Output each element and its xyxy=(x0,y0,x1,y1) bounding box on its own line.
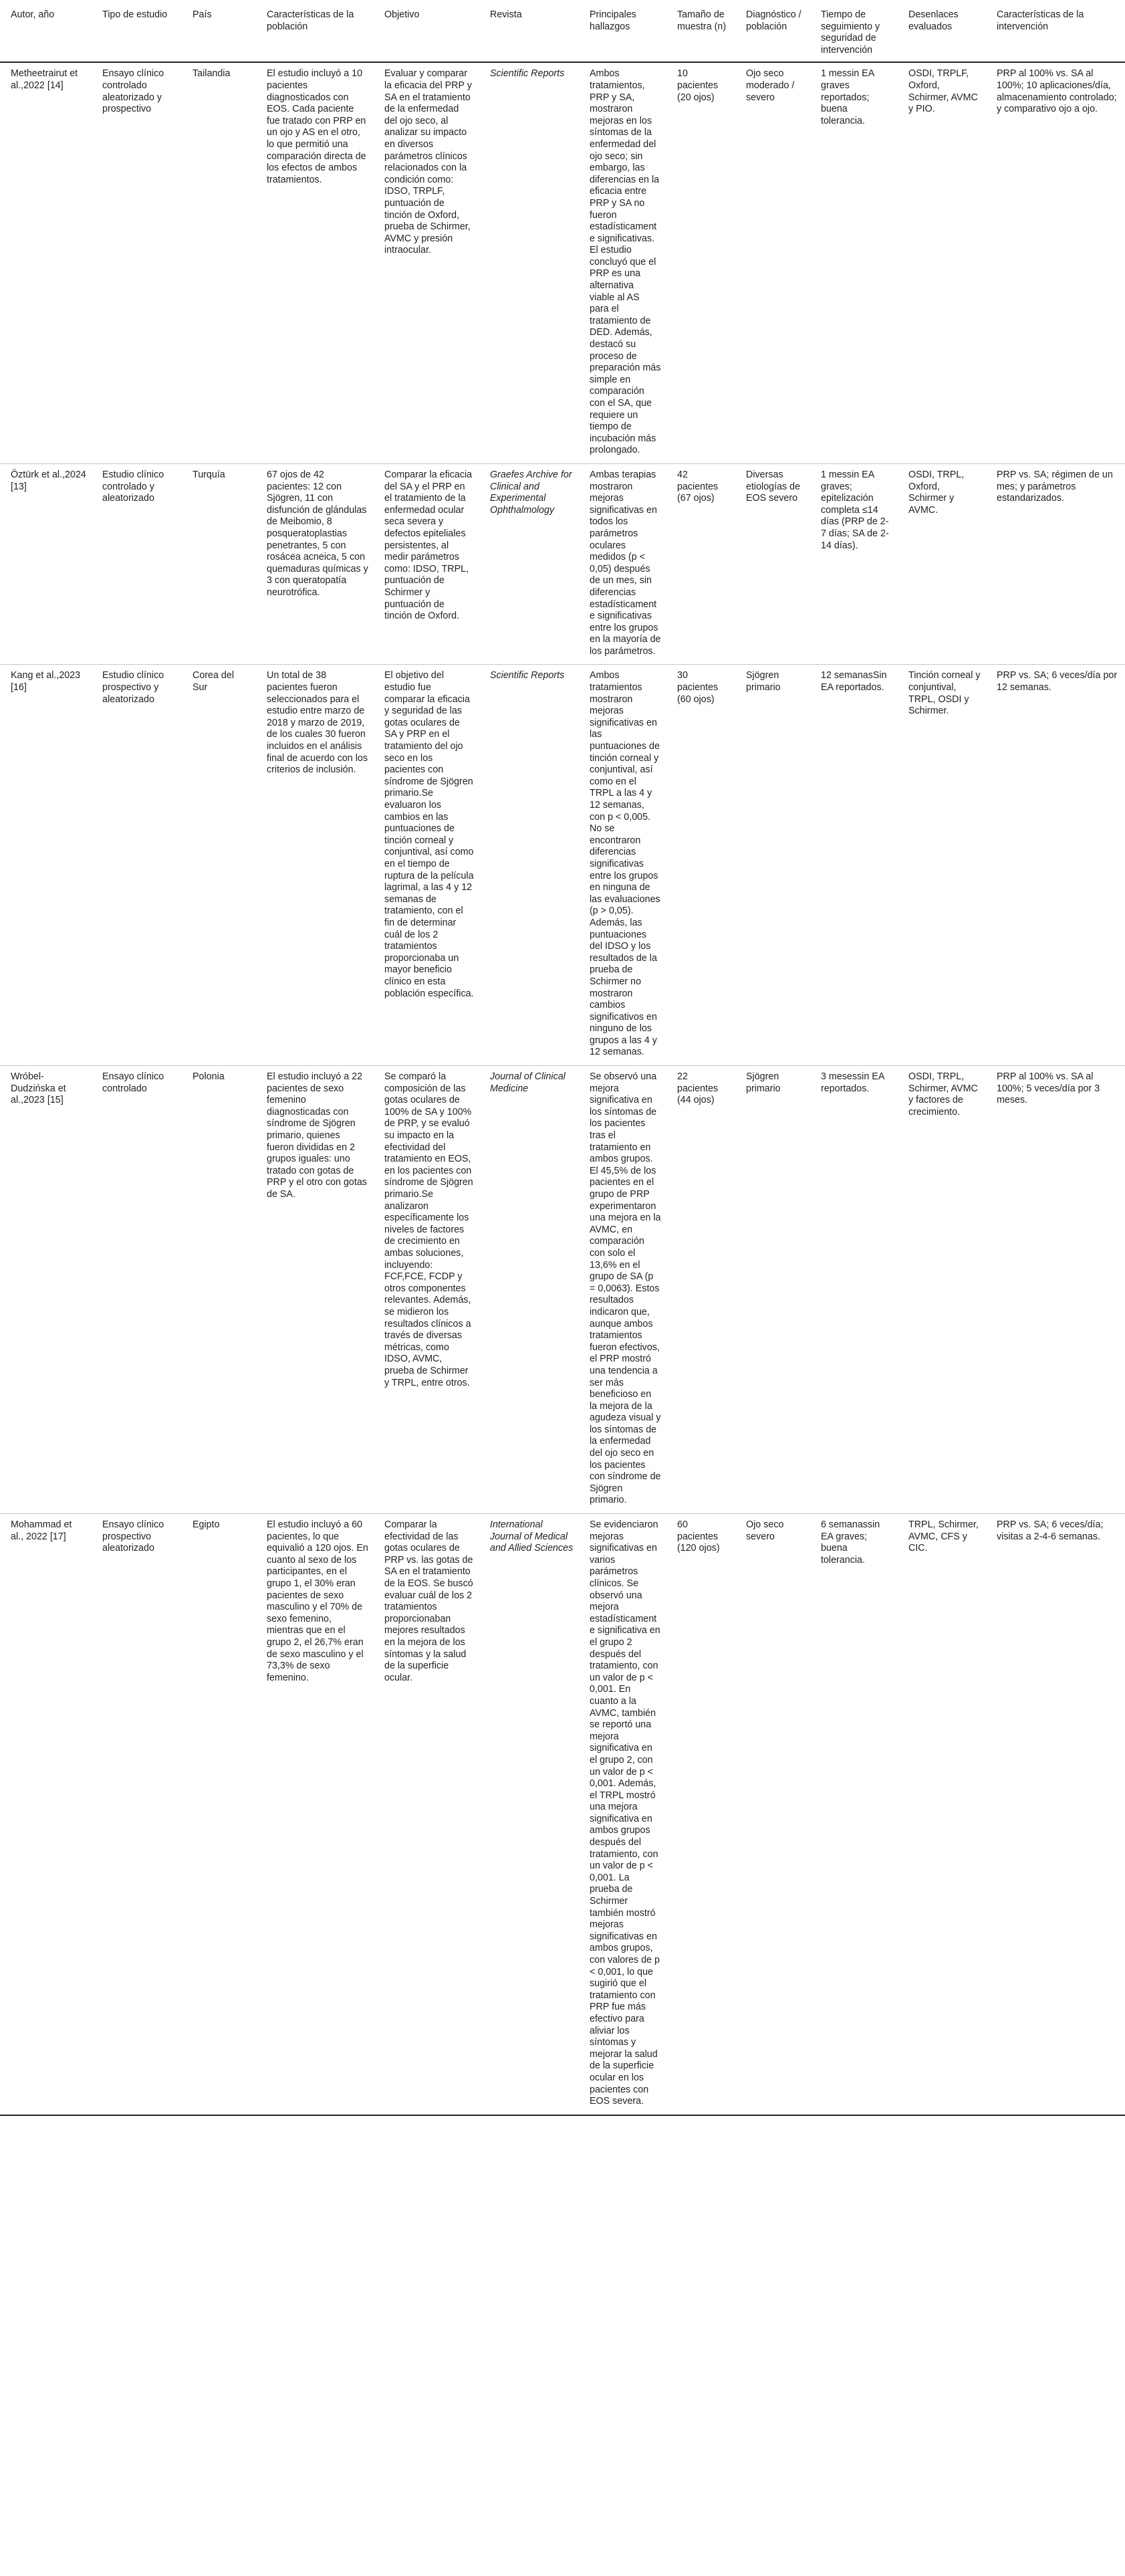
cell-journal: Graefes Archive for Clinical and Experimental Ophthalmology xyxy=(490,469,572,516)
header-intervention: Características de la intervención xyxy=(997,9,1084,32)
cell-author: Öztürk et al.,2024 [13] xyxy=(11,469,86,492)
cell-diagnosis: Diversas etiologías de EOS severo xyxy=(746,469,801,504)
header-followup: Tiempo de seguimiento y seguridad de intervención xyxy=(821,9,880,56)
cell-intervention: PRP vs. SA; 6 veces/día por 12 semanas. xyxy=(997,670,1118,693)
cell-objective: Comparar la efectividad de las gotas oculares de PRP vs. las gotas de SA en el tratamiento de la EOS. Se buscó evaluar cuál de los 2 tratamientos proporcionaban mejores resultados en la mejora de los síntomas y la salud de la superficie ocular. xyxy=(384,1519,473,1683)
cell-outcomes: OSDI, TRPL, Oxford, Schirmer y AVMC. xyxy=(908,469,965,516)
cell-country: Egipto xyxy=(193,1519,220,1531)
cell-country: Tailandia xyxy=(193,68,231,80)
cell-population: El estudio incluyó a 60 pacientes, lo que equivalió a 120 ojos. En cuanto al sexo de los participantes, en el grupo 1, el 30% eran pacientes de sexo masculino y el 70% de sexo femenino, mientras que en el grupo 2, el 26,7% eran de sexo masculino y el 73,3% de sexo femenino. xyxy=(267,1519,368,1683)
cell-sample-size: 42 pacientes (67 ojos) xyxy=(677,469,719,504)
table-row xyxy=(0,665,1125,1066)
cell-intervention: PRP al 100% vs. SA al 100%; 5 veces/día por 3 meses. xyxy=(997,1071,1100,1106)
cell-outcomes: TRPL, Schirmer, AVMC, CFS y CIC. xyxy=(908,1519,979,1554)
cell-study-type: Ensayo clínico controlado xyxy=(102,1071,164,1094)
cell-findings: Ambas terapias mostraron mejoras significativas en todos los parámetros oculares medidos (p < 0,05) después de un mes, sin diferencias estadísticamente significativas entre los grupos en la mayoría de los parámetros. xyxy=(590,469,661,657)
header-diagnosis: Diagnóstico / población xyxy=(746,9,801,32)
header-outcomes: Desenlaces evaluados xyxy=(908,9,959,32)
cell-objective: Se comparó la composición de las gotas oculares de 100% de SA y 100% de PRP, y se evaluó su impacto en la efectividad del tratamiento en EOS, en los pacientes con síndrome de Sjögren primario.Se analizaron específicamente los niveles de factores de crecimiento en ambas soluciones, incluyendo: FCF,FCE, FCDP y otros componentes relevantes. Además, se midieron los resultados clínicos a través de diversas métricas, como IDSO, AVMC, prueba de Schirmer y TRPL, entre otros. xyxy=(384,1071,473,1388)
cell-author: Wróbel-Dudzińska et al.,2023 [15] xyxy=(11,1071,66,1106)
header-population: Características de la población xyxy=(267,9,354,32)
cell-study-type: Estudio clínico controlado y aleatorizado xyxy=(102,469,164,504)
cell-population: 67 ojos de 42 pacientes: 12 con Sjögren, 11 con disfunción de glándulas de Meibomio, 8 posqueratoplastias penetrantes, 5 con rosácea acneica, 5 con quemaduras químicas y 3 con queratopatía neurotrófica. xyxy=(267,469,368,598)
cell-findings: Se evidenciaron mejoras significativas en varios parámetros clínicos. Se observó una mejora estadísticamente significativa en el grupo 2 después del tratamiento, con un valor de p < 0,001. En cuanto a la AVMC, también se reportó una mejora significativa en el grupo 2, con un valor de p < 0,001. Además, el TRPL mostró una mejora significativa en ambos grupos después del tratamiento, con un valor de p < 0,001. La prueba de Schirmer también mostró mejoras significativas en ambos grupos, con valores de p < 0,001, lo que sugirió que el tratamiento con PRP fue más efectivo para aliviar los síntomas y mejorar la salud de la superficie ocular en los pacientes con EOS severa. xyxy=(590,1519,660,2107)
cell-diagnosis: Ojo seco moderado / severo xyxy=(746,68,795,103)
cell-diagnosis: Ojo seco severo xyxy=(746,1519,784,1542)
cell-study-type: Ensayo clínico controlado aleatorizado y prospectivo xyxy=(102,68,164,115)
cell-sample-size: 10 pacientes (20 ojos) xyxy=(677,68,719,103)
cell-findings: Ambos tratamientos, PRP y SA, mostraron mejoras en los síntomas de la enfermedad del ojo seco; sin embargo, las diferencias en la eficacia entre PRP y SA no fueron estadísticamente significativas. El estudio concluyó que el PRP es una alternativa viable al AS para el tratamiento de DED. Además, destacó su proceso de preparación más simple en comparación con el SA, que requiere un tiempo de incubación más prolongado. xyxy=(590,68,661,456)
header-objective: Objetivo xyxy=(384,9,420,20)
cell-intervention: PRP vs. SA; 6 veces/día; visitas a 2-4-6 semanas. xyxy=(997,1519,1104,1542)
cell-diagnosis: Sjögren primario xyxy=(746,670,781,693)
cell-sample-size: 30 pacientes (60 ojos) xyxy=(677,670,719,705)
cell-followup: 1 messin EA graves reportados; buena tolerancia. xyxy=(821,68,874,126)
cell-objective: Comparar la eficacia del SA y el PRP en el tratamiento de la enfermedad ocular seca severa y defectos epiteliales persistentes, al medir parámetros como: IDSO, TRPL, puntuación de Schirmer y puntuación de tinción de Oxford. xyxy=(384,469,473,622)
cell-population: El estudio incluyó a 22 pacientes de sexo femenino diagnosticadas con síndrome de Sjögren primario, quienes fueron divididas en 2 grupos iguales: uno tratado con gotas de PRP y el otro con gotas de SA. xyxy=(267,1071,367,1200)
cell-population: Un total de 38 pacientes fueron seleccionados para el estudio entre marzo de 2018 y marzo de 2019, de los cuales 30 fueron incluidos en el análisis final de acuerdo con los criterios de inclusión. xyxy=(267,670,368,776)
cell-country: Corea del Sur xyxy=(193,670,234,693)
table-row xyxy=(0,62,1125,463)
cell-country: Turquía xyxy=(193,469,225,480)
studies-table xyxy=(0,4,1125,2116)
cell-findings: Se observó una mejora significativa en los síntomas de los pacientes tras el tratamiento en ambos grupos. El 45,5% de los pacientes en el grupo de PRP experimentaron una mejora en la AVMC, en comparación con solo el 13,6% en el grupo de SA (p = 0,0063). Estos resultados indicaron que, aunque ambos tratamientos fueron efectivos, el PRP mostró una tendencia a ser más beneficioso en la mejora de la agudeza visual y los síntomas de la enfermedad del ojo seco en los pacientes con síndrome de Sjögren primario. xyxy=(590,1071,661,1506)
cell-sample-size: 22 pacientes (44 ojos) xyxy=(677,1071,719,1106)
table-header-row xyxy=(0,4,1125,62)
cell-author: Metheetrairut et al.,2022 [14] xyxy=(11,68,78,91)
cell-diagnosis: Sjögren primario xyxy=(746,1071,781,1094)
cell-followup: 3 mesessin EA reportados. xyxy=(821,1071,884,1094)
cell-study-type: Estudio clínico prospectivo y aleatorizado xyxy=(102,670,164,705)
cell-journal: Scientific Reports xyxy=(490,68,565,80)
cell-findings: Ambos tratamientos mostraron mejoras significativas en las puntuaciones de tinción corneal y conjuntival, así como en el TRPL a las 4 y 12 semanas, con p < 0,005. No se encontraron diferencias significativas entre los grupos en ninguna de las evaluaciones (p > 0,05). Además, las puntuaciones del IDSO y los resultados de la prueba de Schirmer no mostraron cambios significativos en ninguno de los grupos a las 4 y 12 semanas. xyxy=(590,670,660,1058)
cell-objective: El objetivo del estudio fue comparar la eficacia y seguridad de las gotas oculares de SA y PRP en el tratamiento del ojo seco en los pacientes con síndrome de Sjögren primario.Se evaluaron los cambios en las puntuaciones de tinción corneal y conjuntival, así como en el tiempo de ruptura de la película lagrimal, a las 4 y 12 semanas de tratamiento, con el fin de determinar cuál de los 2 tratamientos proporcionaba un mayor beneficio clínico en esta población específica. xyxy=(384,670,474,999)
cell-country: Polonia xyxy=(193,1071,225,1083)
cell-followup: 1 messin EA graves; epitelización completa ≤14 días (PRP de 2-7 días; SA de 2-14 días). xyxy=(821,469,889,551)
header-study-type: Tipo de estudio xyxy=(102,9,168,20)
cell-population: El estudio incluyó a 10 pacientes diagnosticados con EOS. Cada paciente fue tratado con PRP en un ojo y AS en el otro, lo que permitió una comparación directa de los efectos de ambos tratamientos. xyxy=(267,68,366,185)
header-findings: Principales hallazgos xyxy=(590,9,636,32)
cell-outcomes: OSDI, TRPL, Schirmer, AVMC y factores de crecimiento. xyxy=(908,1071,978,1117)
header-sample-size: Tamaño de muestra (n) xyxy=(677,9,727,32)
cell-intervention: PRP vs. SA; régimen de un mes; y parámetros estandarizados. xyxy=(997,469,1113,504)
cell-study-type: Ensayo clínico prospectivo aleatorizado xyxy=(102,1519,164,1554)
cell-sample-size: 60 pacientes (120 ojos) xyxy=(677,1519,720,1554)
table-row xyxy=(0,1066,1125,1514)
header-journal: Revista xyxy=(490,9,522,20)
cell-journal: Journal of Clinical Medicine xyxy=(490,1071,566,1094)
cell-followup: 6 semanassin EA graves; buena tolerancia. xyxy=(821,1519,880,1566)
header-author: Autor, año xyxy=(11,9,55,20)
cell-journal: Scientific Reports xyxy=(490,670,565,681)
cell-intervention: PRP al 100% vs. SA al 100%; 10 aplicaciones/día, almacenamiento controlado; y comparativo ojo a ojo. xyxy=(997,68,1117,115)
header-country: País xyxy=(193,9,212,20)
cell-outcomes: OSDI, TRPLF, Oxford, Schirmer, AVMC y PIO. xyxy=(908,68,978,115)
cell-outcomes: Tinción corneal y conjuntival, TRPL, OSDI y Schirmer. xyxy=(908,670,981,717)
cell-objective: Evaluar y comparar la eficacia del PRP y SA en el tratamiento de la enfermedad del ojo seco, al analizar su impacto en diversos parámetros clínicos relacionados con la condición como: IDSO, TRPLF, puntuación de tinción de Oxford, prueba de Schirmer, AVMC y presión intraocular. xyxy=(384,68,472,256)
cell-followup: 12 semanasSin EA reportados. xyxy=(821,670,887,693)
table-row xyxy=(0,463,1125,665)
cell-journal: International Journal of Medical and Allied Sciences xyxy=(490,1519,574,1554)
cell-author: Mohammad et al., 2022 [17] xyxy=(11,1519,72,1542)
cell-author: Kang et al.,2023 [16] xyxy=(11,670,81,693)
table-row xyxy=(0,1514,1125,2115)
